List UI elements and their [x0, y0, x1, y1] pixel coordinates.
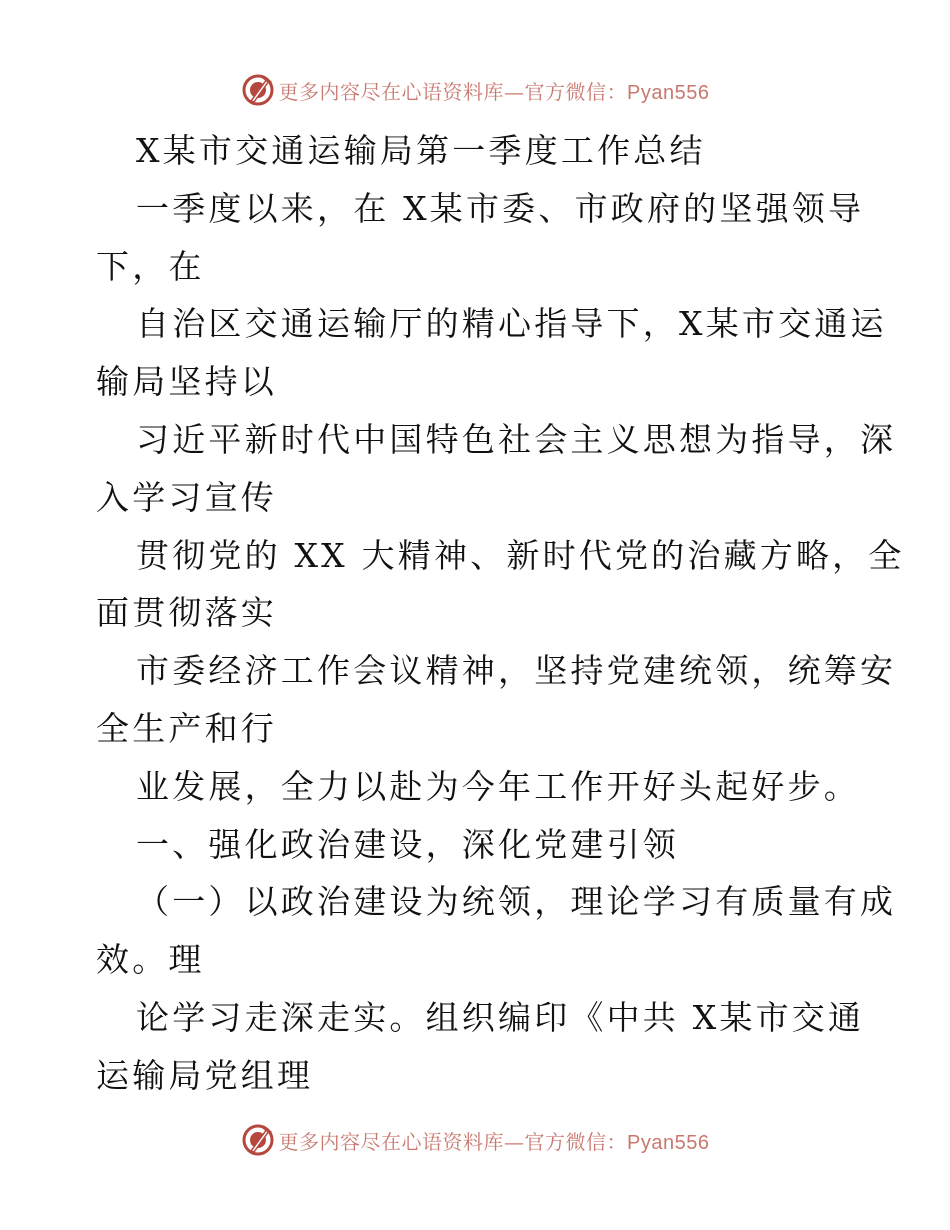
watermark-header	[0, 70, 950, 110]
body-text-line: 论学习走深走实。组织编印《中共 X某市交通	[136, 997, 865, 1037]
body-text-line: 业发展，全力以赴为今年工作开好头起好步。	[136, 766, 860, 806]
body-text-line: 一、强化政治建设，深化党建引领	[136, 824, 679, 864]
pen-logo-icon	[241, 73, 275, 107]
watermark-separator: —	[504, 1129, 525, 1154]
watermark-separator: —	[504, 79, 525, 104]
body-text-line: 运输局党组理	[96, 1055, 314, 1095]
body-text-line: 全生产和行	[96, 708, 277, 748]
body-text-line: 自治区交通运输厅的精心指导下，X某市交通运	[136, 304, 887, 344]
watermark-label: 官方微信：	[524, 79, 628, 104]
body-text-line: （一）以政治建设为统领，理论学习有质量有成	[136, 882, 897, 922]
document-title: X某市交通运输局第一季度工作总结	[136, 131, 706, 170]
body-text-line: 贯彻党的 XX 大精神、新时代党的治藏方略，全	[136, 535, 905, 575]
watermark-brand: 更多内容尽在心语资料库	[278, 79, 505, 104]
watermark-id: Pyan556	[627, 1131, 710, 1154]
watermark-footer	[0, 1120, 950, 1160]
watermark-label: 官方微信：	[524, 1129, 628, 1154]
body-text-line: 一季度以来，在 X某市委、市政府的坚强领导	[136, 188, 865, 228]
body-text-line: 下，在	[96, 246, 205, 286]
body-text-line: 入学习宣传	[96, 477, 277, 517]
body-text-line: 输局坚持以	[96, 362, 277, 402]
body-text-line: 效。理	[96, 940, 205, 980]
document-body	[96, 122, 905, 1105]
body-text-line: 市委经济工作会议精神，坚持党建统领，统筹安	[136, 651, 897, 691]
body-text-line: 面贯彻落实	[96, 593, 277, 633]
watermark-text	[279, 76, 710, 105]
watermark-brand: 更多内容尽在心语资料库	[278, 1129, 505, 1154]
watermark-id: Pyan556	[627, 81, 710, 104]
body-text-line: 习近平新时代中国特色社会主义思想为指导，深	[136, 419, 897, 459]
watermark-text	[279, 1126, 710, 1155]
pen-logo-icon	[241, 1123, 275, 1157]
